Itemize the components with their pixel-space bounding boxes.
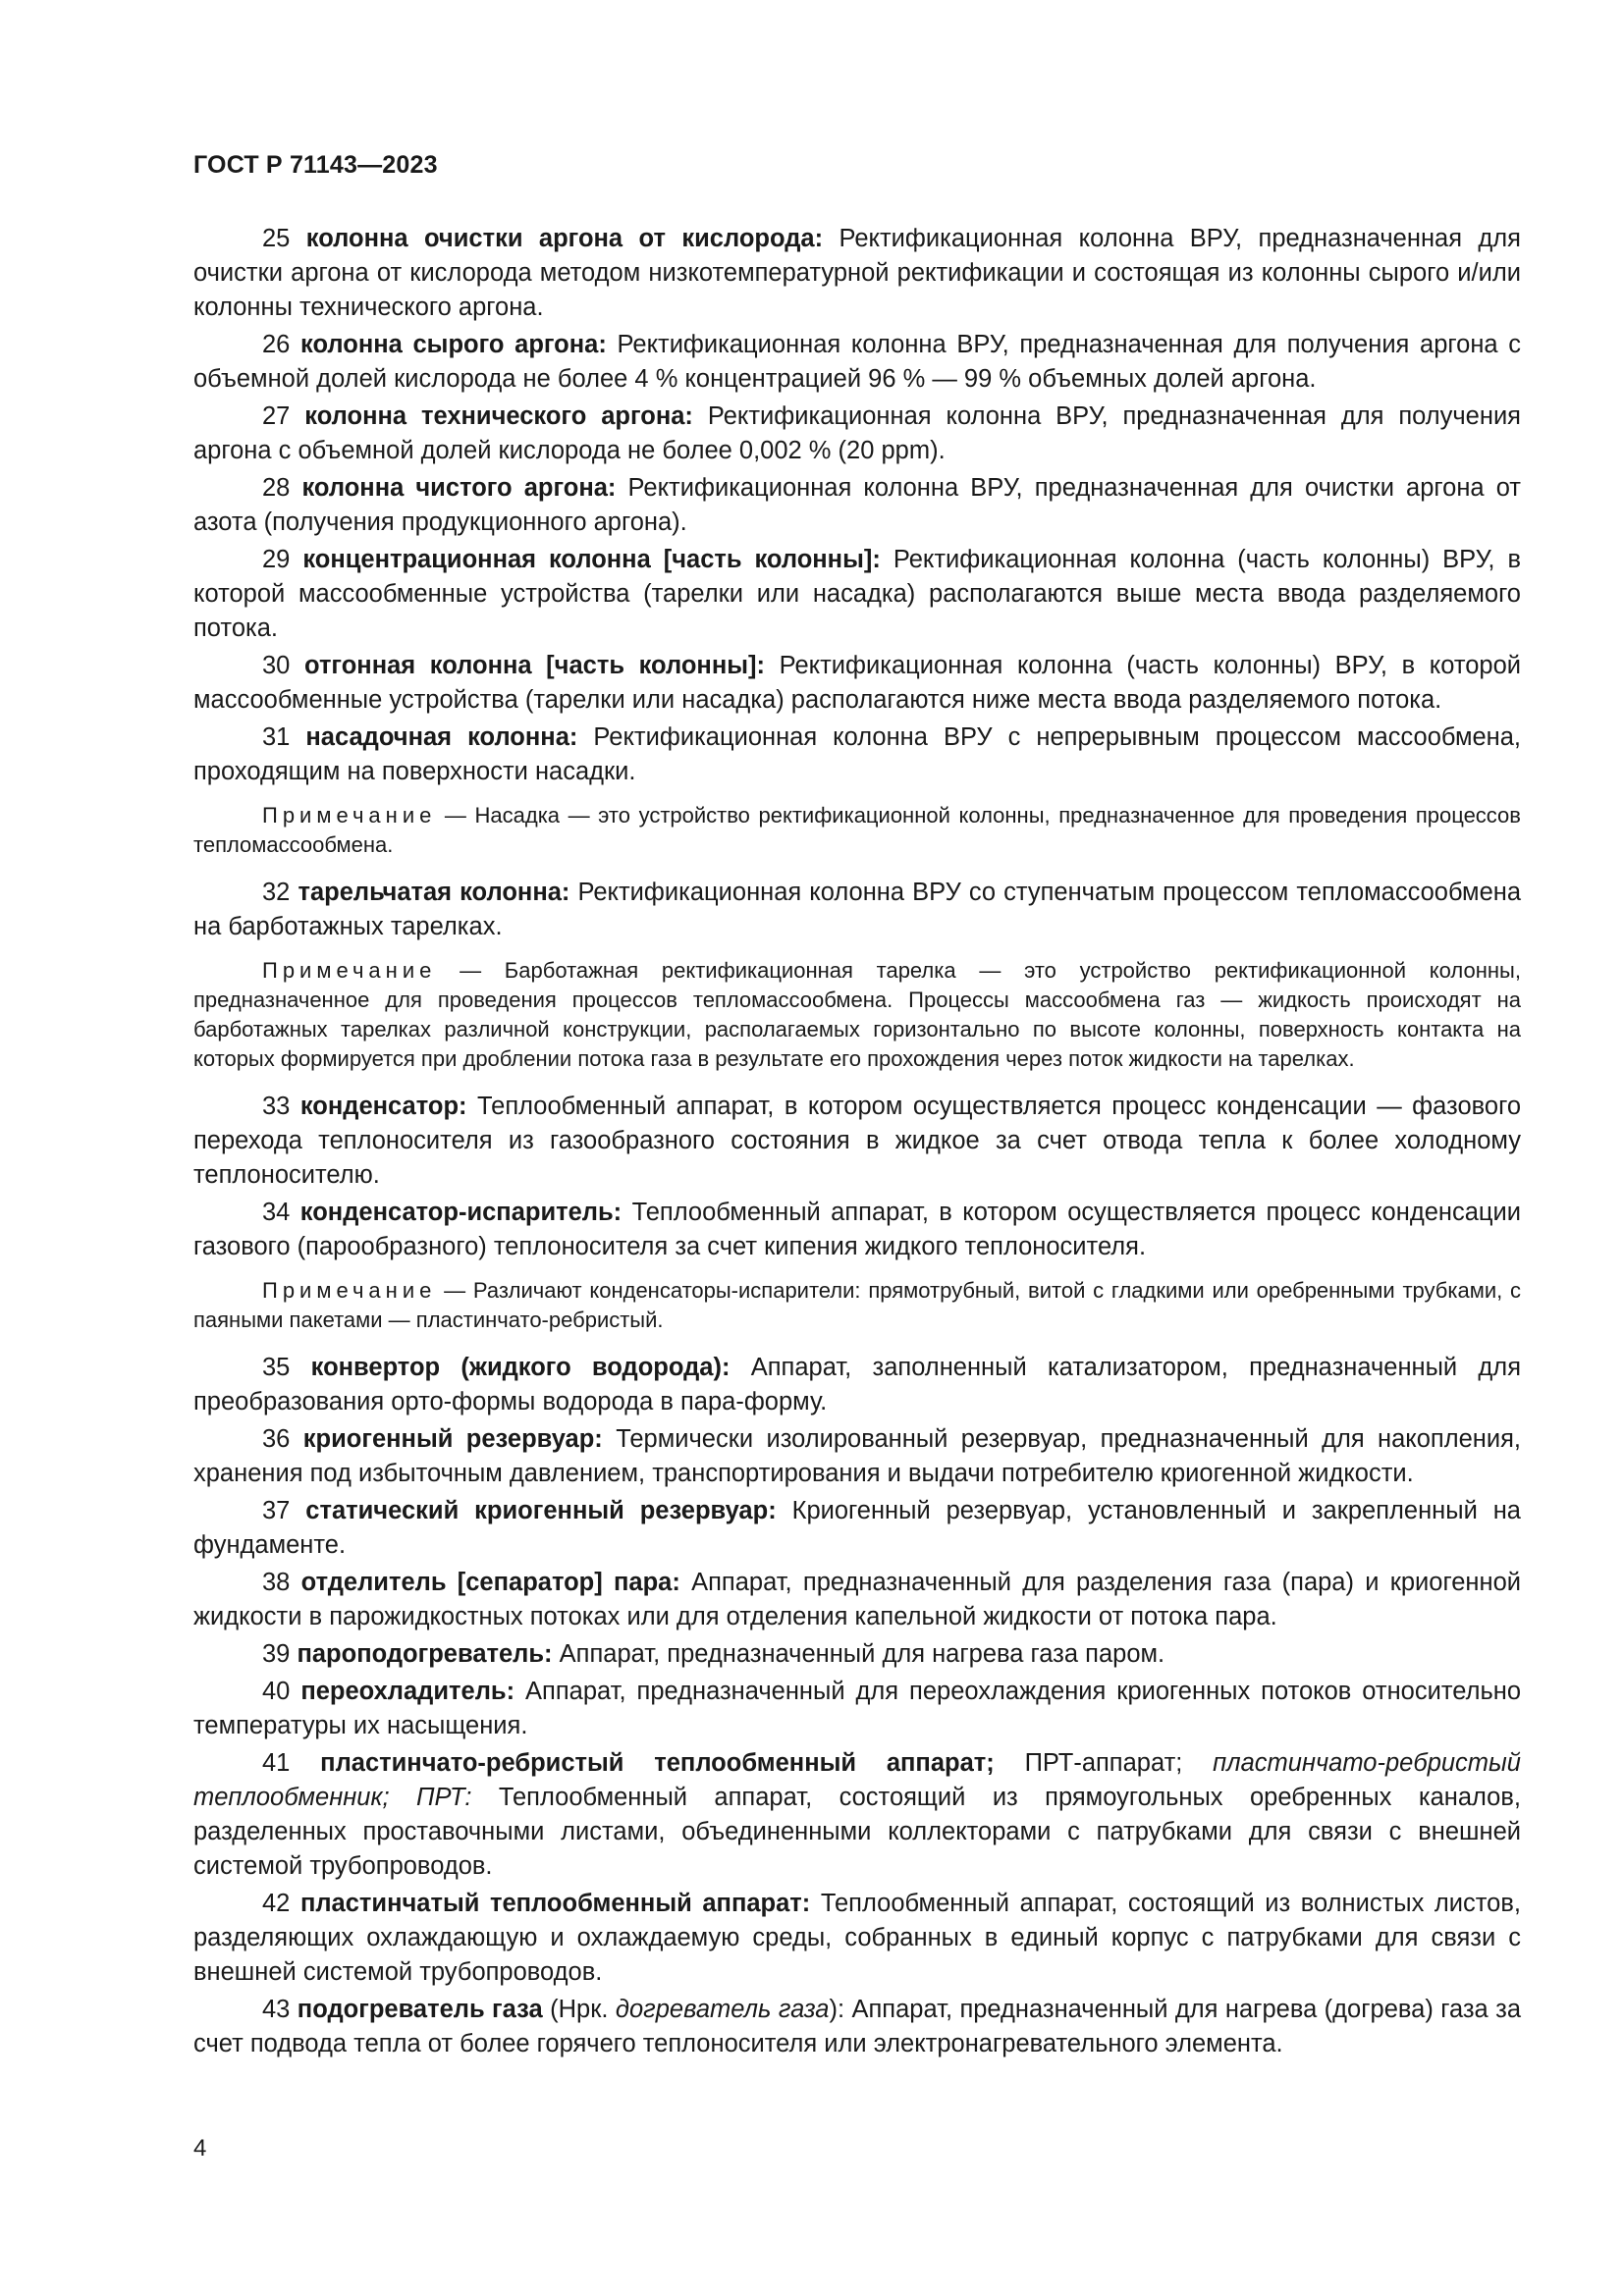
term-entry [193, 1637, 1521, 1672]
entry-term: колонна чистого аргона: [301, 474, 617, 502]
term-entry [193, 649, 1521, 718]
term-entry [193, 1090, 1521, 1193]
entry-number: 29 [262, 546, 291, 573]
term-entry [193, 1887, 1521, 1990]
term-entry [193, 471, 1521, 540]
entry-number: 43 [262, 1996, 291, 2023]
entry-term: концентрационная колонна [часть колонны]: [302, 546, 881, 573]
term-entry [193, 1494, 1521, 1563]
entry-term: тарельчатая колонна: [298, 879, 570, 906]
term-entry [193, 721, 1521, 789]
note-text: — Барботажная ректификационная тарелка — это устройство ректификационной колонны, предназначенное для проведения процессов тепломассообмена. Процессы массообмена газ — жидкость происходят на барботажных тарелках различной конструкции, располагаемых горизонтально по высоте колонны, поверхность контакта на которых формируется при дроблении потока газа в результате его прохождения через поток жидкости на тарелках. [193, 958, 1521, 1071]
term-entry [193, 1675, 1521, 1743]
entry-number: 30 [262, 652, 291, 679]
note-label: Примечание [262, 803, 437, 828]
entry-suffix: ): [829, 1996, 845, 2023]
term-entry [193, 400, 1521, 468]
entry-number: 35 [262, 1354, 291, 1381]
entry-term: конденсатор-испаритель: [299, 1199, 623, 1226]
entry-alt-term: пластинчато-ребристый теплообменник; ПРТ: [193, 1749, 1521, 1811]
entry-definition: Аппарат, предназначенный для переохлаждения криогенных потоков относительно температуры их насыщения. [193, 1678, 1522, 1739]
entry-definition: Криогенный резервуар, установленный и закрепленный на фундаменте. [193, 1497, 1521, 1559]
entry-term: переохладитель: [300, 1678, 515, 1705]
entry-definition: Теплообменный аппарат, в котором осуществляется процесс конденсации — фазового перехода теплоносителя из газообразного состояния в жидкое за счет отвода тепла к более холодному теплоносителю. [193, 1093, 1522, 1189]
term-entry [193, 328, 1521, 397]
document-header: ГОСТ Р 71143—2023 [193, 151, 438, 179]
entry-definition: Ректификационная колонна ВРУ со ступенчатым процессом тепломассообмена на барботажных тарелках. [193, 879, 1522, 940]
entry-number: 34 [262, 1199, 291, 1226]
term-entry [193, 1746, 1521, 1884]
entry-definition: Ректификационная колонна ВРУ, предназначенная для очистки аргона от кислорода методом низкотемпературной ректификации и состоящая из колонны сырого и/или колонны технического аргона. [193, 225, 1521, 321]
document-body [193, 222, 1521, 2064]
entry-term: конвертор (жидкого водорода): [310, 1354, 731, 1381]
entry-term: колонна очистки аргона от кислорода: [305, 225, 824, 252]
entry-number: 27 [262, 402, 291, 430]
term-entry [193, 1351, 1521, 1419]
entry-alt-term: догреватель газа [615, 1996, 830, 2023]
entry-number: 33 [262, 1093, 291, 1120]
entry-definition: Ректификационная колонна (часть колонны) ВРУ, в которой массообменные устройства (тарелки или насадка) располагаются выше места ввода разделяемого потока. [193, 546, 1521, 642]
entry-definition: Ректификационная колонна ВРУ, предназначенная для очистки аргона от азота (получения продукционного аргона). [193, 474, 1521, 536]
term-entry [193, 876, 1521, 944]
term-entry [193, 1196, 1521, 1264]
term-entry [193, 543, 1521, 646]
term-entry [193, 1422, 1521, 1491]
entry-term: конденсатор: [299, 1093, 467, 1120]
entry-term: колонна технического аргона: [304, 402, 693, 430]
entry-number: 37 [262, 1497, 291, 1524]
entry-definition: Аппарат, предназначенный для разделения газа (пара) и криогенной жидкости в парожидкостных потоках или для отделения капельной жидкости от потока пара. [193, 1569, 1521, 1630]
entry-number: 31 [262, 723, 291, 751]
term-entry [193, 1993, 1521, 2061]
entry-term: криогенный резервуар: [302, 1425, 603, 1453]
note-block [193, 956, 1521, 1074]
term-entry [193, 222, 1521, 325]
entry-number: 36 [262, 1425, 291, 1453]
entry-number: 40 [262, 1678, 291, 1705]
entry-prefix: ПРТ-аппарат; [1024, 1749, 1183, 1777]
entry-definition: Теплообменный аппарат, в котором осуществляется процесс конденсации газового (парообразного) теплоносителя за счет кипения жидкого теплоносителя. [193, 1199, 1521, 1260]
note-block [193, 801, 1521, 860]
entry-term: пластинчатый теплообменный аппарат: [299, 1890, 811, 1917]
entry-term: отделитель [сепаратор] пара: [300, 1569, 680, 1596]
entry-number: 32 [262, 879, 291, 906]
entry-term: подогреватель газа [297, 1996, 543, 2023]
note-text: — Различают конденсаторы-испарители: прямотрубный, витой с гладкими или оребренными трубками, с паяными пакетами — пластинчато-ребристый. [193, 1278, 1522, 1332]
entry-definition: Ректификационная колонна (часть колонны) ВРУ, в которой массообменные устройства (тарелки или насадка) располагаются ниже места ввода разделяемого потока. [193, 652, 1521, 714]
entry-term: пластинчато-ребристый теплообменный аппарат; [320, 1749, 995, 1777]
entry-term: колонна сырого аргона: [300, 331, 607, 358]
entry-number: 42 [262, 1890, 291, 1917]
entry-definition: Аппарат, предназначенный для нагрева (догрева) газа за счет подвода тепла от более горячего теплоносителя или электронагревательного элемента. [193, 1996, 1522, 2057]
entry-number: 39 [262, 1640, 291, 1668]
note-text: — Насадка — это устройство ректификационной колонны, предназначенное для проведения процессов тепломассообмена. [193, 803, 1521, 857]
entry-term: отгонная колонна [часть колонны]: [304, 652, 765, 679]
entry-definition: Ректификационная колонна ВРУ, предназначенная для получения аргона с объемной долей кислорода не более 0,002 % (20 ppm). [193, 402, 1521, 464]
entry-definition: Аппарат, заполненный катализатором, предназначенный для преобразования орто-формы водорода в пара-форму. [193, 1354, 1521, 1415]
entry-number: 38 [262, 1569, 291, 1596]
entry-number: 41 [262, 1749, 291, 1777]
entry-term: насадочная колонна: [305, 723, 578, 751]
note-label: Примечание [262, 958, 437, 983]
entry-prefix: (Нрк. [550, 1996, 609, 2023]
page-number: 4 [193, 2135, 207, 2162]
entry-definition: Аппарат, предназначенный для нагрева газа паром. [559, 1640, 1165, 1668]
entry-definition: Ректификационная колонна ВРУ с непрерывным процессом массообмена, проходящим на поверхности насадки. [193, 723, 1522, 785]
note-label: Примечание [262, 1278, 437, 1303]
entry-definition: Ректификационная колонна ВРУ, предназначенная для получения аргона с объемной долей кислорода не более 4 % концентрацией 96 % — 99 % объемных долей аргона. [193, 331, 1521, 393]
entry-number: 28 [262, 474, 291, 502]
entry-number: 26 [262, 331, 291, 358]
entry-definition: Теплообменный аппарат, состоящий из прямоугольных оребренных каналов, разделенных проставочными листами, объединенными коллекторами с патрубками для связи с внешней системой трубопроводов. [193, 1784, 1521, 1880]
entry-number: 25 [262, 225, 291, 252]
entry-term: пароподогреватель: [297, 1640, 553, 1668]
entry-definition: Теплообменный аппарат, состоящий из волнистых листов, разделяющих охлаждающую и охлаждаемую среды, собранных в единый корпус с патрубками для связи с внешней системой трубопроводов. [193, 1890, 1521, 1986]
entry-term: статический криогенный резервуар: [305, 1497, 777, 1524]
note-block [193, 1276, 1521, 1335]
term-entry [193, 1566, 1521, 1634]
entry-definition: Термически изолированный резервуар, предназначенный для накопления, хранения под избыточным давлением, транспортирования и выдачи потребителю криогенной жидкости. [193, 1425, 1521, 1487]
